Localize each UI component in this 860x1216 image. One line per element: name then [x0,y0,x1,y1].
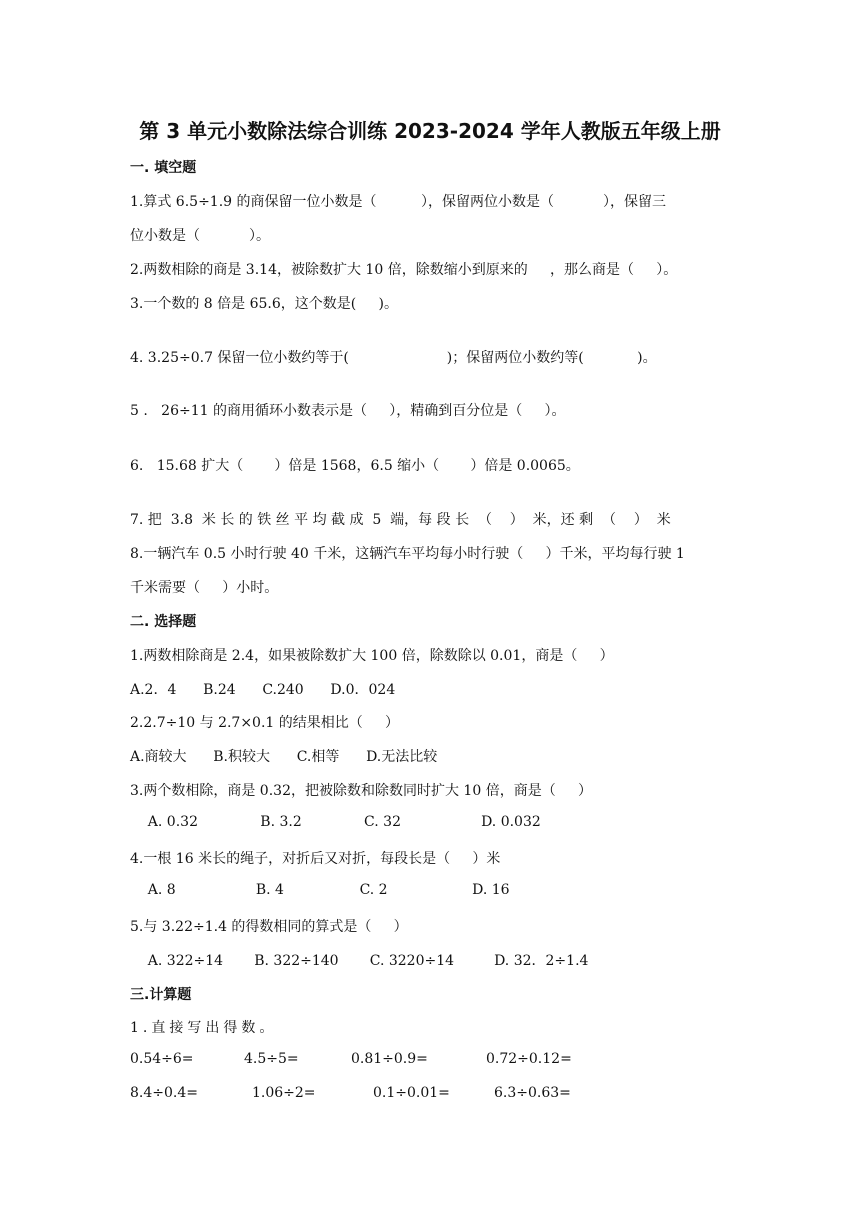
choice-q5-options: A. 322÷14 B. 322÷140 C. 3220÷14 D. 32．2÷1.4 [130,953,589,969]
section-heading-calc: 三.计算题 [130,987,192,1003]
choice-q4-options: A. 8 B. 4 C. 2 D. 16 [130,882,510,898]
fill-q8-line1: 8.一辆汽车 0.5 小时行驶 40 千米，这辆汽车平均每小时行驶（ ）千米，平均每行驶 1 [130,546,685,562]
fill-q3: 3.一个数的 8 倍是 65.6，这个数是( )。 [130,296,398,312]
choice-q3-options: A. 0.32 B. 3.2 C. 32 D. 0.032 [130,814,541,830]
calc-item: 0.1÷0.01= [373,1085,450,1101]
section-heading-choice: 二. 选择题 [130,614,197,630]
fill-q2: 2.两数相除的商是 3.14，被除数扩大 10 倍，除数缩小到原来的 ，那么商是（ ）。 [130,262,678,278]
calc-item: 0.72÷0.12= [486,1051,572,1067]
fill-q5: 5 . 26÷11 的商用循环小数表示是（ ），精确到百分位是（ ）。 [130,403,566,419]
fill-q1-line2: 位小数是（ ）。 [130,228,270,244]
calc-prompt: 1.直接写出得数。 [130,1020,278,1036]
choice-q3: 3.两个数相除，商是 0.32，把被除数和除数同时扩大 10 倍，商是（ ） [130,783,592,799]
fill-q6: 6. 15.68 扩大（ ）倍是 1568，6.5 缩小（ ）倍是 0.0065。 [130,458,580,474]
document-title: 第 3 单元小数除法综合训练 2023-2024 学年人教版五年级上册 [139,119,721,143]
choice-q1: 1.两数相除商是 2.4，如果被除数扩大 100 倍，除数除以 0.01，商是（ ） [130,648,614,664]
choice-q1-options: A.2．4 B.24 C.240 D.0．024 [130,682,396,698]
section-heading-fill: 一. 填空题 [130,160,197,176]
fill-q8-line2: 千米需要（ ）小时。 [130,580,279,596]
choice-q2: 2.2.7÷10 与 2.7×0.1 的结果相比（ ） [130,715,400,731]
fill-q7: 7. 把 3.8 米 长 的 铁 丝 平 均 截 成 5 端，每 段 长 （ ） 米，还 剩 （ ） 米 [130,512,671,528]
calc-item: 4.5÷5= [244,1051,299,1067]
calc-item: 1.06÷2= [252,1085,316,1101]
choice-q2-options: A.商较大 B.积较大 C.相等 D.无法比较 [130,749,438,765]
calc-item: 6.3÷0.63= [494,1085,571,1101]
choice-q5: 5.与 3.22÷1.4 的得数相同的算式是（ ） [130,919,408,935]
choice-q4: 4.一根 16 米长的绳子，对折后又对折，每段长是（ ）米 [130,851,501,867]
calc-item: 8.4÷0.4= [130,1085,198,1101]
fill-q4: 4. 3.25÷0.7 保留一位小数约等于( )；保留两位小数约等( )。 [130,350,657,366]
fill-q1-line1: 1.算式 6.5÷1.9 的商保留一位小数是（ ），保留两位小数是（ ），保留三 [130,194,666,210]
calc-item: 0.54÷6= [130,1051,194,1067]
calc-item: 0.81÷0.9= [351,1051,428,1067]
